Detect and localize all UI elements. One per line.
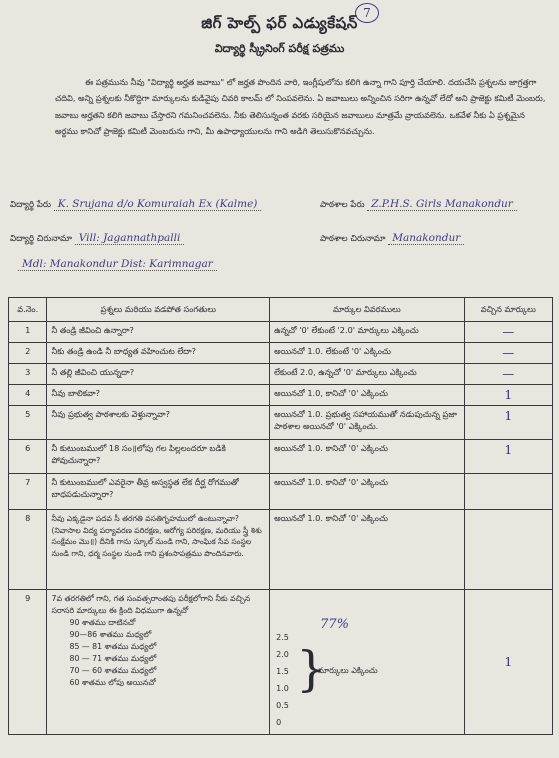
table-header-row [9,298,553,322]
grade-range: 90 శాతము దాటినచో [69,618,136,627]
address-line-2: Mdl: Manakondur Dist: Karimnagar [18,258,217,271]
instructions-paragraph: ఈ పత్రమును నీవు "విద్యార్థి అర్హత జవాబు" లో జర్హత పొందిన వారి, ఇంగ్లీషులోను కలిగి ఉన్నా గాని పూర్తి చేయాలి. దయచేసి ప్రశ్నలను జాగ్రత్తగా చదివి, అన్ని ప్రశ్నలకు నీకొద్దిగా మార్కులను కుడివైపు చివరి కాలమ్ లో నింపవలెను. ఏ జవాబులు అన్నించిన సరిగా ఉన్నవో లేదో అని ప్రాజెక్టు కమిటీ మెంబరు, జవాబు అర్హతని కలిగి జవాబు చేస్తారని గమనించవలెను. నీకు తెలిసున్నంత వరకు సరియైన జవాబులు మాత్రమే వ్రాయవలెను. ఒకవేళ నీకు ఏ ప్రశ్నమైన అర్థము కానిచో ప్రాజెక్టు కమిటీ మెంబరును గాని, మీ ఉపాధ్యాయులను గాని అడిగి తెలుసుకొనవచ్చును. [55,77,546,137]
page-number: 7 [355,3,379,23]
header-question: ప్రశ్నలు మరియు వడపోత సంగతులు [47,298,270,322]
table-row: 3 నీ తల్లి జీవించి యున్నదా? లేకుంటే 2.0, ఉన్నచో '0' మార్కులు ఎక్కించు — [9,364,553,385]
table-row: 9 7వ తరగతిలో గాని, గత సంవత్సరాంతపు పరీక్షలోగాని నీకు వచ్చిన సరాసరి మార్కులు ఈ క్రింది విధముగా ఉన్నచో 90 శాతము దాటినచో 90—86 శాతము మధ్యలో 85 — 81 శాతము మధ్యలో 80 — 71 శాతము మధ్యలో 70 — 60 శాతము మధ్యలో 60 శాతము లోపు అయినచో 77% 2.5 2.0 1.5 1.0 0.5 0 } మార్కులు ఎక్కించు 1 [9,590,553,735]
school-address-label: పాఠశాల చిరునామా [320,234,386,244]
school-name-value: Z.P.H.S. Girls Manakondur [367,198,517,211]
student-address-value: Vill: Jagannathpalli [75,232,185,245]
table-row: 7 నీ కుటుంబములో ఎవరైనా తీవ్ర అస్వస్థత లేక దీర్ఘ రోగముతో బాధపడుచున్నారా? అయినచో 1.0. కానిచో '0' ఎక్కించు [9,474,553,510]
points-value: 1.0 [276,684,289,693]
marks-cell: 1 [464,406,552,440]
points-value: 1.5 [276,667,289,676]
points-value: 0 [276,718,282,727]
header-no: వ.నెం. [9,298,47,322]
table-row: 4 నీవు బాలికవా? అయినచో 1.0, కానిచో '0' ఎక్కించు 1 [9,385,553,406]
marks-cell: 1 [464,385,552,406]
table-row: 6 నీ కుటుంబములో 18 సం॥లోపు గల పిల్లలందరూ బడికి పోవుచున్నారా? అయినచో 1.0. కానిచో '0' ఎక్కించు 1 [9,440,553,474]
points-value: 2.5 [276,633,289,642]
table-row: 1 నీ తండ్రి జీవించి ఉన్నారా? ఉన్నచో '0' లేకుంటే '2.0' మార్కులు ఎక్కించు — [9,322,553,343]
marks-cell: — [464,322,552,343]
table-row: 5 నీవు ప్రభుత్వ పాఠశాలకు వెళ్తున్నావా? అయినచో 1.0. ప్రభుత్వ సహాయముతో నడుపుచున్న ప్రజా పాఠశాల అయినచో '0' ఎక్కించు. 1 [9,406,553,440]
school-address-value: Manakondur [388,232,464,245]
marks-cell [464,474,552,510]
marks-cell: 1 [464,440,552,474]
form-title: జిగ్ హెల్ప్ ఫర్ ఎడ్యుకేషన్ [201,14,358,32]
grade-range: 85 — 81 శాతము మధ్యలో [69,642,157,651]
grade-range: 70 — 60 శాతము మధ్యలో [69,666,157,675]
screening-table [8,297,553,735]
marks-cell: — [464,364,552,385]
student-name-label: విద్యార్థి పేరు [10,200,51,210]
grade-range: 60 శాతము లోపు అయినచో [69,678,156,687]
table-row: 2 నీకు తండ్రి ఉండి నీ బాధ్యత వహించుట లేదా? అయినచో 1.0. లేకుంటే '0' ఎక్కించు — [9,343,553,364]
school-name-label: పాఠశాల పేరు [320,200,365,210]
marks-cell: — [464,343,552,364]
header-marks: వచ్చిన మార్కులు [464,298,552,322]
handwritten-percentage: 77% [320,617,349,632]
header-key: మార్కుల వివరములు [270,298,465,322]
marks-cell: 1 [464,590,552,735]
student-name-value: K. Srujana d/o Komuraiah Ex (Kalme) [54,198,262,211]
marks-cell [464,510,552,590]
points-value: 2.0 [276,650,289,659]
points-value: 0.5 [276,701,289,710]
grade-range: 90—86 శాతము మధ్యలో [69,630,152,639]
brace-label: మార్కులు ఎక్కించు [318,666,378,675]
grade-range: 80 — 71 శాతము మధ్యలో [69,654,157,663]
table-row: 8 నీవు ఎక్కడైనా పదవ సీ తరగతి వసతిగృహములో ఉంటున్నావా? (నివాసాల విద్య పర్యావరణ పరిరక్షణ, ఆరోగ్య పరిరక్షణ, మరియు స్త్రీ శిశు సంక్షేమం మొ॥) దీనికి గాను స్కూల్ నుండి గాని, సాంఘిక సేవ సంస్థల నుండి గాని, ధర్మ సంస్థల నుండి గాని ప్రశంసాపత్రము పొందినవారు. అయినచో 1.0. కానిచో '0' ఎక్కించు [9,510,553,590]
form-subtitle: విద్యార్థి స్క్రీనింగ్ పరీక్ష పత్రము [214,42,345,55]
brace-icon: } [296,641,327,697]
student-address-label: విద్యార్థి చిరునామా [10,234,72,244]
